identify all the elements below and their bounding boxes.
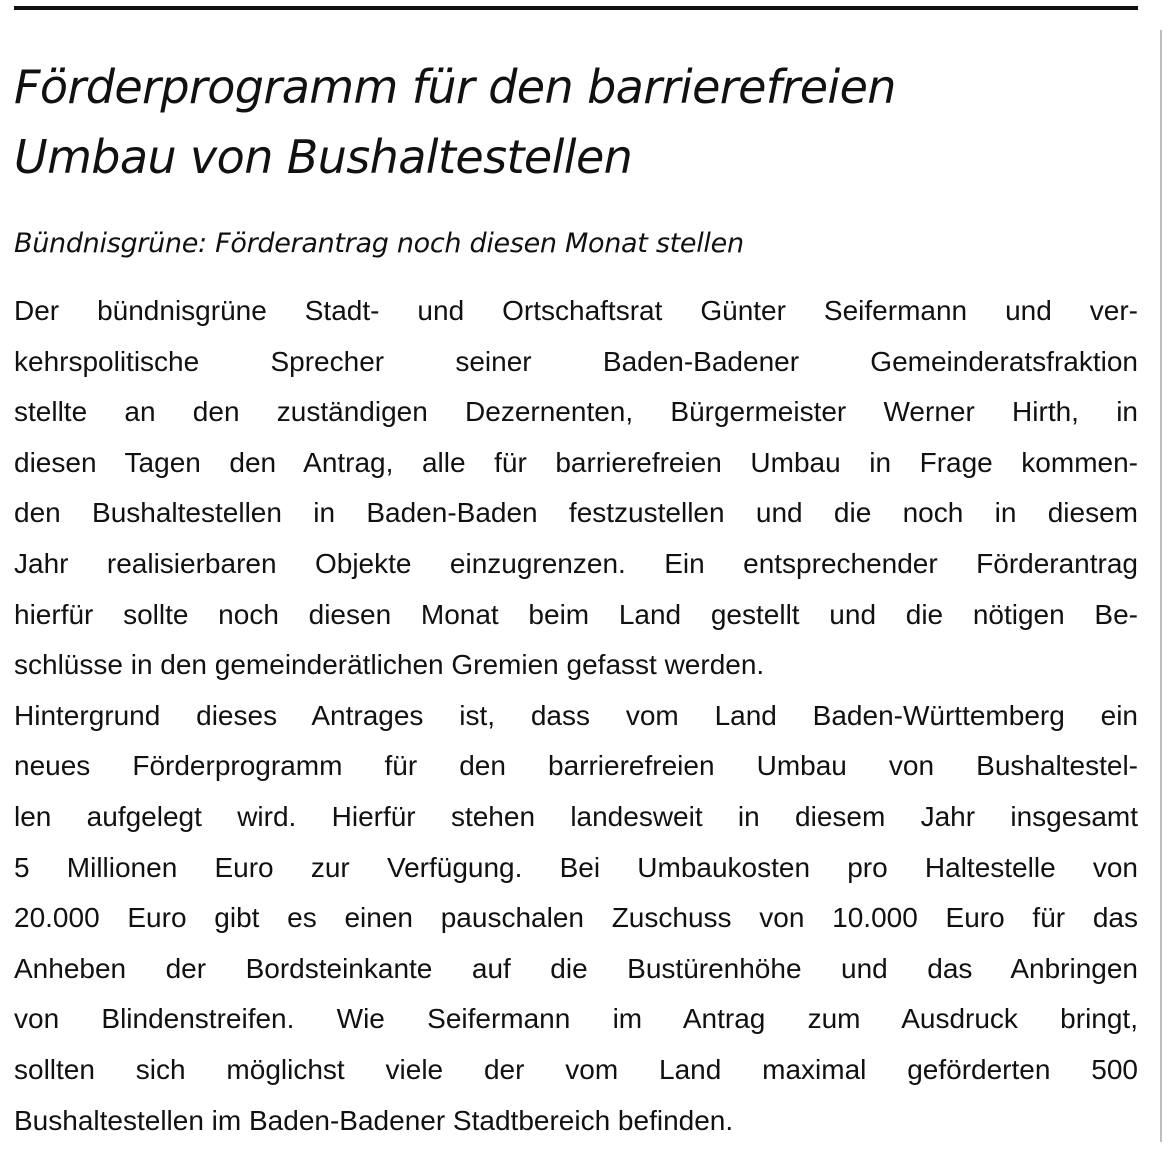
text-line: stellte an den zuständigen Dezernenten, Bürgermeister Werner Hirth, in	[14, 396, 1138, 428]
text-line: diesen Tagen den Antrag, alle für barrierefreien Umbau in Frage kommen-	[14, 446, 1138, 478]
paragraph-1	[14, 286, 1138, 691]
text-line: von Blindenstreifen. Wie Seifermann im Antrag zum Ausdruck bringt,	[14, 1003, 1138, 1035]
article-headline	[14, 52, 1154, 192]
headline-line: Umbau von Bushaltestellen	[14, 130, 633, 184]
text-line: den Bushaltestellen in Baden-Baden festzustellen und die noch in diesem	[14, 497, 1138, 529]
text-line: hierfür sollte noch diesen Monat beim Land gestellt und die nötigen Be-	[14, 598, 1138, 630]
text-line: schlüsse in den gemeinderätlichen Gremien gefasst werden.	[14, 649, 765, 681]
text-line: len aufgelegt wird. Hierfür stehen landesweit in diesem Jahr insgesamt	[14, 800, 1138, 832]
text-line: neues Förderprogramm für den barrierefreien Umbau von Bushaltestel-	[14, 750, 1138, 782]
right-column-rule	[1160, 30, 1162, 1142]
text-line: kehrspolitische Sprecher seiner Baden-Badener Gemeinderatsfraktion	[14, 345, 1138, 377]
text-line: Hintergrund dieses Antrages ist, dass vom Land Baden-Württemberg ein	[14, 699, 1138, 731]
article-subheadline: Bündnisgrüne: Förderantrag noch diesen Monat stellen	[14, 228, 744, 259]
headline-line: Förderprogramm für den barrierefreien	[14, 60, 896, 114]
text-line: Bushaltestellen im Baden-Badener Stadtbereich befinden.	[14, 1104, 734, 1136]
text-line: sollten sich möglichst viele der vom Land maximal geförderten 500	[14, 1053, 1138, 1085]
text-line: 5 Millionen Euro zur Verfügung. Bei Umbaukosten pro Haltestelle von	[14, 851, 1138, 883]
paragraph-2	[14, 691, 1138, 1146]
text-line: Jahr realisierbaren Objekte einzugrenzen. Ein entsprechender Förderantrag	[14, 547, 1138, 579]
text-line: Anheben der Bordsteinkante auf die Bustürenhöhe und das Anbringen	[14, 952, 1138, 984]
text-line: 20.000 Euro gibt es einen pauschalen Zuschuss von 10.000 Euro für das	[14, 902, 1138, 934]
article-body	[14, 286, 1138, 1146]
top-rule	[14, 6, 1138, 10]
text-line: Der bündnisgrüne Stadt- und Ortschaftsrat Günter Seifermann und ver-	[14, 295, 1138, 326]
